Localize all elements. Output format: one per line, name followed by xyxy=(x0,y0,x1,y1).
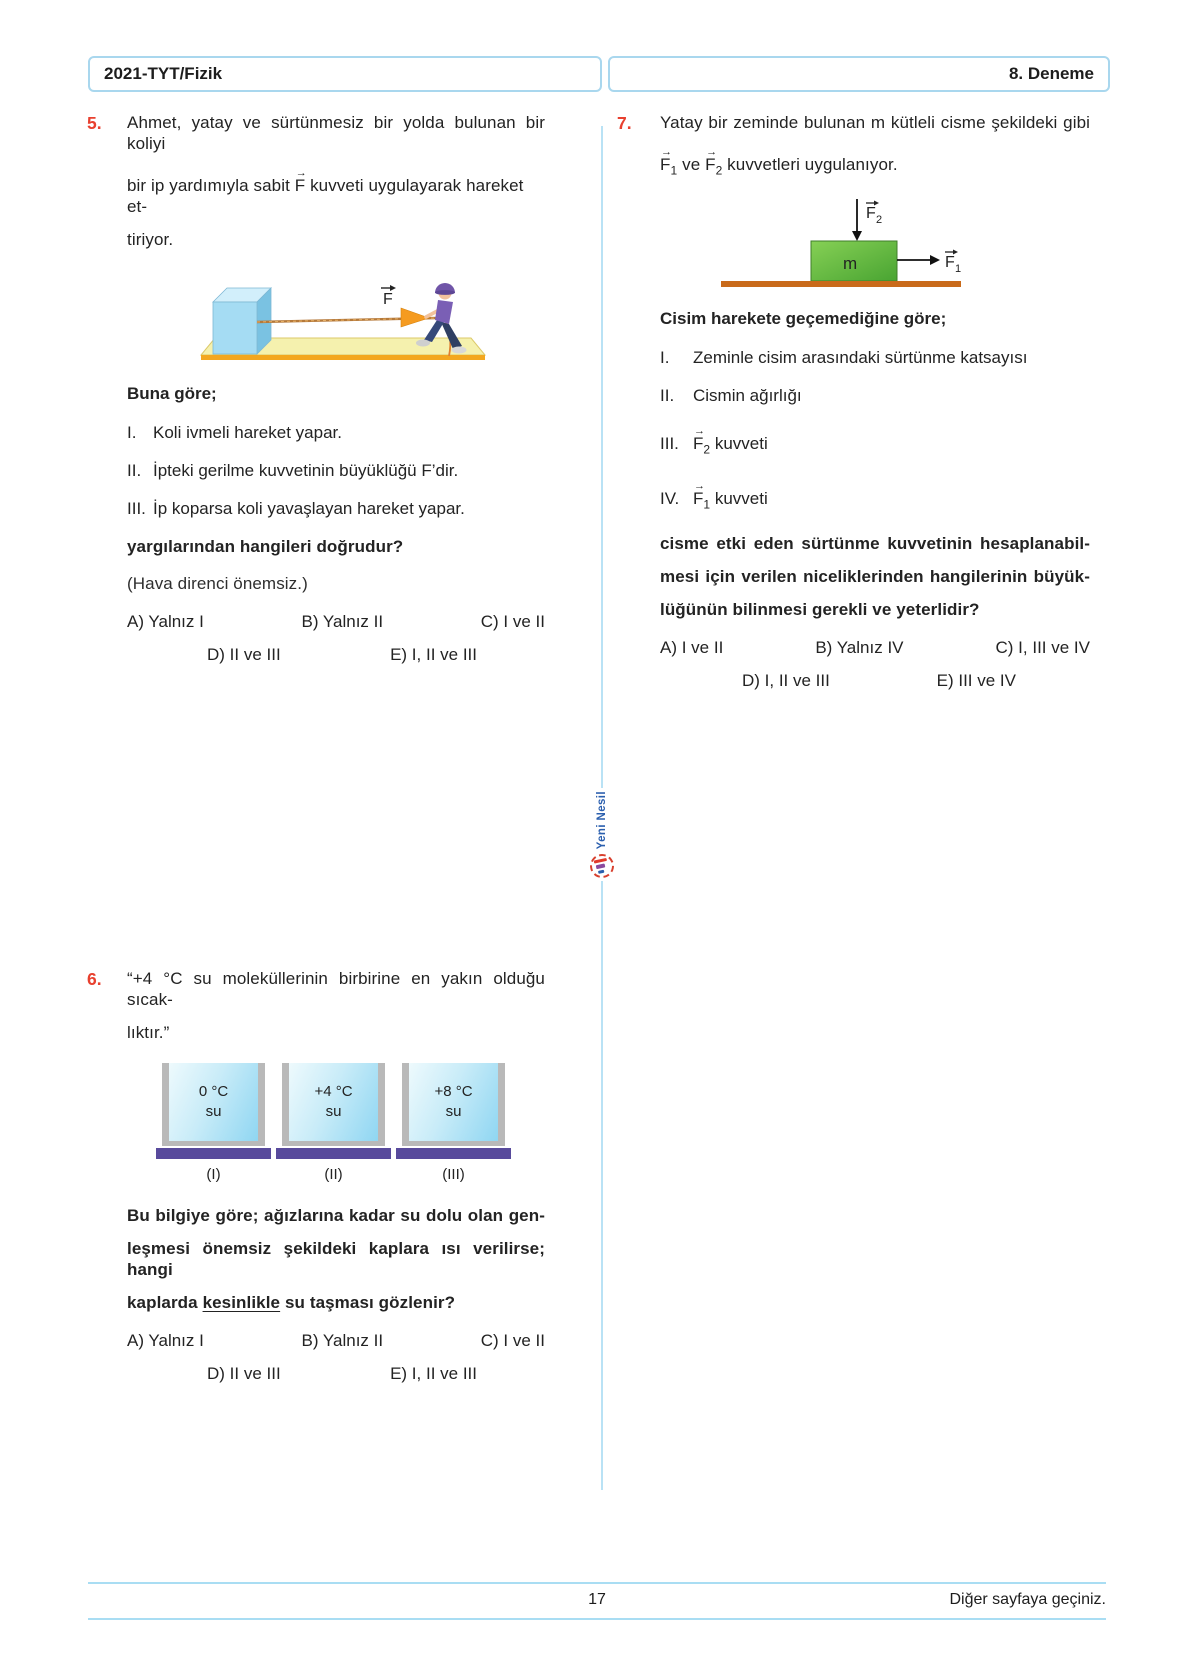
question-lead: Cisim harekete geçemediğine göre; xyxy=(660,309,947,329)
question-text-line: Yatay bir zeminde bulunan m kütleli cisme şekildeki gibi xyxy=(660,113,1090,132)
logo-bar-blue xyxy=(598,870,605,875)
svg-text:F: F xyxy=(866,205,876,223)
statement-text: İpteki gerilme kuvvetinin büyüklüğü F’dir. xyxy=(153,461,459,480)
question-text-line: “+4 °C su moleküllerinin birbirine en yakın olduğu sıcak- xyxy=(127,969,545,1009)
water-label: su xyxy=(325,1103,342,1120)
footer-row xyxy=(88,1584,1106,1618)
brand-name: Yeni Nesil xyxy=(596,791,608,850)
options-row xyxy=(127,612,545,632)
question-stem-line: cisme etki eden sürtünme kuvvetinin hesaplanabil- xyxy=(660,534,1090,554)
statement-item xyxy=(127,498,545,519)
question-lead: Buna göre; xyxy=(127,384,217,403)
next-page-note: Diğer sayfaya geçiniz. xyxy=(949,1591,1106,1608)
subscript: 2 xyxy=(715,163,723,178)
question-stem-line: Bu bilgiye göre; ağızlarına kadar su dolu olan gen- xyxy=(127,1206,545,1225)
subscript: 1 xyxy=(670,163,678,178)
question-7 xyxy=(617,112,1090,691)
beaker-caption: (II) xyxy=(324,1166,343,1183)
force-label-F xyxy=(381,285,396,308)
options-row xyxy=(660,638,1090,658)
beaker-water xyxy=(282,1063,385,1146)
water-temp: +8 °C xyxy=(434,1083,473,1100)
svg-text:F: F xyxy=(945,254,955,272)
beakers-figure xyxy=(162,1063,545,1183)
beaker-caption: (I) xyxy=(206,1166,221,1183)
vector-F: → F xyxy=(295,175,305,196)
pulling-box-illustration xyxy=(195,262,495,368)
option-b: B) Yalnız II xyxy=(301,612,384,631)
option-a: A) Yalnız I xyxy=(127,1331,204,1350)
text-fragment: su taşması gözlenir? xyxy=(284,1293,456,1312)
question-5 xyxy=(87,112,545,665)
water-label: su xyxy=(445,1103,462,1120)
question-number: 6. xyxy=(87,969,102,989)
logo-bar-red xyxy=(594,858,607,864)
subscript: 2 xyxy=(703,442,711,457)
question-text-line: lıktır.” xyxy=(127,1023,170,1042)
option-d: D) I, II ve III xyxy=(742,671,830,691)
option-c: C) I, III ve IV xyxy=(995,638,1090,658)
svg-text:F: F xyxy=(383,291,393,308)
question-text-line: tiriyor. xyxy=(127,230,174,249)
statement-text: İp koparsa koli yavaşlayan hareket yapar. xyxy=(153,499,465,518)
option-c: C) I ve II xyxy=(480,1331,545,1350)
statement-item xyxy=(127,460,545,481)
options-row xyxy=(660,671,1090,691)
water-label: su xyxy=(205,1103,222,1120)
svg-text:2: 2 xyxy=(876,214,883,227)
option-b: B) Yalnız II xyxy=(301,1331,384,1350)
text-fragment: ve xyxy=(682,155,701,174)
question-text-line xyxy=(127,166,545,217)
roman-numeral: II. xyxy=(127,461,142,480)
roman-numeral: II. xyxy=(660,386,675,406)
brand-logo-icon xyxy=(588,852,616,880)
beaker-base xyxy=(156,1148,271,1159)
mass-label: m xyxy=(843,254,858,274)
roman-numeral: I. xyxy=(660,348,670,368)
option-e: E) I, II ve III xyxy=(390,1364,477,1383)
beaker-base xyxy=(276,1148,391,1159)
header-course-box xyxy=(88,56,602,92)
statement-text: Cismin ağırlığı xyxy=(693,386,802,406)
beaker-3 xyxy=(402,1063,505,1183)
options-row xyxy=(127,1331,545,1351)
question-stem: yargılarından hangileri doğrudur? xyxy=(127,537,404,556)
options-row xyxy=(127,645,545,665)
force-F1-arrow xyxy=(897,255,940,265)
footer-rule-bottom xyxy=(88,1618,1106,1620)
question-note: (Hava direnci önemsiz.) xyxy=(127,574,308,593)
block-forces-diagram xyxy=(716,193,966,293)
question-text-line: Ahmet, yatay ve sürtünmesiz bir yolda bulunan bir koliyi xyxy=(127,113,545,153)
roman-numeral: I. xyxy=(127,423,137,442)
statement-text: Koli ivmeli hareket yapar. xyxy=(153,423,342,442)
ground xyxy=(721,281,961,287)
brand-logo xyxy=(578,788,626,881)
option-e: E) I, II ve III xyxy=(390,645,477,664)
water-temp: 0 °C xyxy=(198,1083,229,1100)
left-column xyxy=(87,112,545,1532)
question-number: 7. xyxy=(617,113,632,133)
question-stem-line: lüğünün bilinmesi gerekli ve yeterlidir? xyxy=(660,600,980,620)
option-a: A) Yalnız I xyxy=(127,612,204,631)
page-footer xyxy=(88,1582,1106,1620)
water-temp: +4 °C xyxy=(314,1083,353,1100)
option-e: E) III ve IV xyxy=(936,671,1016,691)
roman-numeral: III. xyxy=(127,499,146,518)
statement-item xyxy=(660,478,1090,515)
course-title: 2021-TYT/Fizik xyxy=(104,64,223,83)
question-6 xyxy=(87,968,545,1397)
option-b: B) Yalnız IV xyxy=(815,638,904,658)
text-fragment: bir ip yardımıyla sabit xyxy=(127,176,290,195)
vector-F2: → F xyxy=(705,154,715,175)
statement-text: kuvveti xyxy=(714,434,768,454)
option-d: D) II ve III xyxy=(207,645,281,664)
page-number: 17 xyxy=(588,1591,606,1608)
roman-numeral: IV. xyxy=(660,488,680,508)
force-F2-label xyxy=(866,201,882,227)
beaker-base xyxy=(396,1148,511,1159)
exam-title: 8. Deneme xyxy=(1008,64,1094,83)
vector-F1: → F xyxy=(693,488,703,509)
question-stem-line xyxy=(127,1292,545,1313)
options-row xyxy=(127,1364,545,1384)
svg-text:1: 1 xyxy=(955,263,962,276)
force-F2-arrow xyxy=(852,199,862,241)
statement-text: kuvveti xyxy=(714,488,768,508)
force-F1-label xyxy=(945,250,961,276)
statement-item xyxy=(660,423,1090,460)
beaker-2 xyxy=(282,1063,385,1183)
underlined-word: kesinlikle xyxy=(202,1293,281,1312)
question-stem-line: mesi için verilen niceliklerinden hangilerinin büyük- xyxy=(660,567,1090,587)
right-column xyxy=(617,112,1090,1532)
subscript: 1 xyxy=(703,497,711,512)
vector-F1: → F xyxy=(660,154,670,175)
option-d: D) II ve III xyxy=(207,1364,281,1383)
option-c: C) I ve II xyxy=(480,612,545,631)
roman-numeral: III. xyxy=(660,434,679,454)
statement-item xyxy=(660,385,1090,406)
header-exam-box xyxy=(608,56,1110,92)
beaker-water xyxy=(402,1063,505,1146)
beaker-1 xyxy=(162,1063,265,1183)
vector-F2: → F xyxy=(693,433,703,454)
text-fragment: kuvvetleri uygulanıyor. xyxy=(727,155,898,174)
statement-text: Zeminle cisim arasındaki sürtünme katsayısı xyxy=(693,348,1028,368)
statement-item xyxy=(127,422,545,443)
statement-item xyxy=(660,347,1090,368)
question-stem-line: leşmesi önemsiz şekildeki kaplara ısı verilirse; hangi xyxy=(127,1239,545,1279)
question-number: 5. xyxy=(87,113,102,133)
text-fragment: kuvveti uygulayarak hareket et- xyxy=(127,176,524,216)
question-text-line xyxy=(660,145,1090,181)
beaker-caption: (III) xyxy=(442,1166,465,1183)
logo-bar-purple xyxy=(596,864,606,869)
text-fragment: kaplarda xyxy=(127,1293,198,1312)
option-a: A) I ve II xyxy=(660,638,724,658)
beaker-water xyxy=(162,1063,265,1146)
